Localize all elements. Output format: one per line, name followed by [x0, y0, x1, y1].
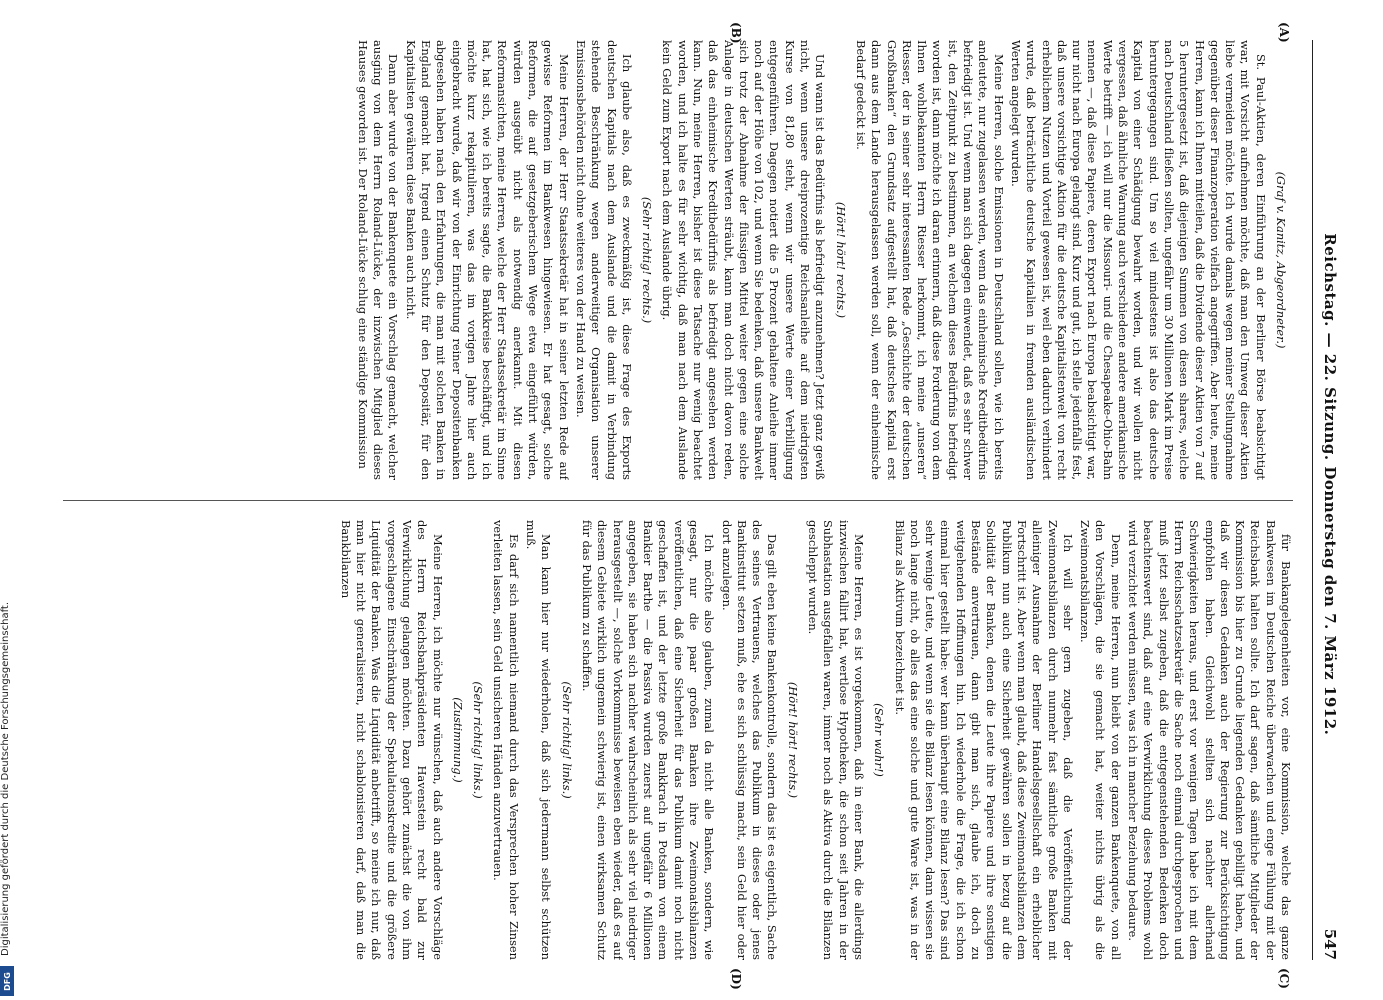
- paragraph: Es darf sich namentlich niemand durch das Versprechen hoher Zinsen verleiten lassen, sein Geld unsicheren Händen anzuvertrauen.: [491, 520, 521, 960]
- paragraph: Ich möchte also glauben, zumal da nicht alle Banken, sondern, wie gesagt, nur die paar großen Banken ihre Zweimonatsbilanzen veröffentlichen, daß eine Sicherheit für das Publikum damit noch nicht geschaffen ist, und der letzte große Bankkrach in Potsdam von einem Bankier Barthe — die Passiva wurden zuerst auf ungefähr 6 Millionen angegeben, sie haben sich nachher wahrscheinlich als sehr viel niedriger herausgestellt —, solche Vorkommnisse beweisen eben wieder, daß es auf diesem Gebiete wirklich ungemein schwierig ist, einen wirksamen Schutz für das Publikum zu schaffen.: [579, 520, 717, 960]
- paragraph: Das gilt eben keine Bankenkontrolle, sondern das ist es eigentlich, Sache des seines Vertrauens, welches das Publikum in dieses oder jenes Bankinstitut setzen muß, ehe es sich schlüssig macht, sein Geld hier oder dort anzulegen.: [719, 520, 780, 960]
- paragraph: Meine Herren, es ist vorgekommen, daß in einer Bank, die allerdings inzwischen fallirt hat, wertlose Hypotheken, die schon seit Jahren in der Subhastation ausgefallen waren, immer noch als Aktiva durch die Bilanzen geschleppt wurden.: [806, 520, 866, 960]
- paragraph: Ich glaube also, daß es zweckmäßig ist, diese Frage des Exports deutschen Kapitals nach dem Auslande und die damit in Verbindung stehende Beschränkung wegen anderweitiger Organisation unserer Emissionsbehörden nicht ohne weiteres von der Hand zu weisen.: [573, 40, 634, 480]
- paragraph: Meine Herren, der Herr Staatssekretär hat in seiner letzten Rede auf gewisse Reformen im Bankwesen hingewiesen. Er hat gesagt, solche Reformen, die auf gesetzgeberischem Wege etwa eingeführt würden, würden ausgeübt nicht als notwendig anerkannt. Mit diesen Reformansichten, meine Herren, welche der Herr Staatssekretär im Sinne hat, hat sich, wie ich bereits sagte, die Bankkreise beschäftigt, und ich möchte kurz rekapitulieren, was das im vorigen Jahre hier auch eingebracht wurde, daß wir von der Einrichtung reiner Depositenbanken abgesehen haben nach den Erfahrungen, die man mit solchen Banken in England gemacht hat. Irgend einen Schutz für den Depositär, für den Kapitalisten gewähren diese Banken auch nicht.: [403, 40, 571, 480]
- paragraph: Und wann ist das Bedürfnis als befriedigt anzunehmen? Jetzt ganz gewiß nicht, wenn unsere dreiprozentige Reichsanleihe auf dem niedrigsten Kurse von 81,80 steht, wenn wir unsere Werte einer Verbilligung entgegenführen. Dagegen notiert die 5 Prozent gehaltene Anleihe immer noch auf der Höhe von 102, und wenn Sie bedenken, daß unsere Bankwelt sich trotz der Abnahme der flüssigen Mittel weiter gegen eine solche Anlage in deutschen Werten sträubt, kann man doch nicht davon reden, daß das einheimische Kreditbedürfnis als befriedigt angesehen werden kann. Nun, meine Herren, bisher ist diese Tatsache nur wenig beachtet worden, und ich halte es für sehr wichtig, daß man nach dem Auslande kein Geld zum Export nach dem Auslande übrig.: [660, 40, 828, 480]
- page-number: 547: [1321, 928, 1339, 960]
- interjection: (Sehr richtig! links.): [471, 681, 486, 799]
- interjection: (Sehr richtig! links.): [559, 681, 574, 799]
- paragraph: Ich will sehr gern zugeben, daß die Veröffentlichung der Zweimonatsbilanzen durch nunmehr fast sämtliche große Banken mit alleiniger Ausnahme der Berliner Handelsgesellschaft ein erheblicher Fortschritt ist. Aber wenn man glaubt, daß diese Zweimonatsbilanzen dem Publikum nun auch eine Sicherheit gewähren sollen in bezug auf die Solidität der Banken, denen die Leute ihre Papiere und ihre sonstigen Bestände anvertrauen, dann gibt man sich, glaube ich, doch zu weitgehenden Hoffnungen hin. Ich wiederhole die Frage, die ich schon einmal hier gestellt habe: wer kann überhaupt eine Bilanz lesen? Das sind sehr wenige Leute, und wenn sie die Bilanz lesen können, dann wissen sie noch lange nicht, ob alles das eine solche und gute Ware ist, was in der Bilanz als Aktivum bezeichnet ist.: [892, 520, 1075, 960]
- interjection: (Hört! hört! rechts.): [833, 201, 848, 319]
- page-header: [1312, 40, 1343, 960]
- paragraph: Meine Herren, solche Emissionen in Deutschland sollen, wie ich bereits andeutete, nur zugelassen werden, wenn das einheimische Kreditbedürfnis befriedigt ist. Und wenn man sich dagegen einwendet, daß es sehr schwer ist, den Zeitpunkt zu bestimmen, an welchem dieses Bedürfnis befriedigt worden ist, dann möchte ich daran erinnern, daß diese Forderung von dem Ihnen wohlbekannten Herrn Riesser herkommt, ich meine „unseren“ Riesser, der in seiner sehr interessanten Rede „Geschichte der deutschen Großbanken“ den Grundsatz aufgestellt hat, daß deutsches Kapital erst dann aus dem Lande herausgelassen werden soll, wenn der einheimische Bedarf gedeckt ist.: [853, 40, 1006, 480]
- paragraph: Meine Herren, ich möchte nur wünschen, daß auch andere Vorschläge des Herrn Reichsbankpräsidenten Havenstein recht bald zur Verwirklichung gelangen möchten. Dazu gehört zunächst die von ihm vorgeschlagene Einschränkung der Spekulationskredite und die größere Liquidität der Banken. Was die Liquidität anbetrifft, so meine ich nur, daß man hier nicht generalisieren, nicht schablonisieren darf, daß man die Bankbilanzen: [338, 520, 445, 960]
- paragraph: St. Paul-Aktien, deren Einführung an der Berliner Börse beabsichtigt war, mit Vorsicht aufnehmen möchte, daß man den Umweg dieser Aktien liebe vermeiden möchte. Ich wurde damals wegen meiner Stellungnahme gegenüber dieser Finanzoperation vielfach angegriffen. Aber heute, meine Herren, kann ich Ihnen mitteilen, daß die Dividende dieser Aktien von 7 auf 5 heruntergesetzt ist, daß diejenigen Summen von diesen shares, welche nach Deutschland fließen sollten, ungefähr um 30 Millionen Mark im Preise heruntergegangen sind. Um so viel mindestens ist also das deutsche Kapital von einer Schädigung bewahrt worden, und wir wollen nicht vergessen, daß ähnliche Warnung auch verschiedene andere amerikanische Werte betrifft — ich will nur die Missouri- und die Chesapeake-Ohio-Bahn nennen —, daß diese Papiere, deren Export nach Europa beabsichtigt war, nur nicht nach Europa gelangt sind. Kurz und gut, ich stelle jedenfalls fest, daß unsere vorsichtige Aktion für die deutsche Kapitalistenwelt von recht erheblichem Nutzen und Vorteil gewesen ist, weil eben dadurch verhindert wurde, daß beträchtliche deutsche Kapitalien in fremden ausländischen Werten angelegt wurden.: [1008, 40, 1268, 480]
- margin-marker-c: (C): [1277, 968, 1291, 989]
- interjection: (Hört! hört! rechts.): [785, 681, 800, 799]
- margin-marker-a: (A): [1277, 22, 1291, 43]
- column-divider: [63, 500, 1293, 501]
- margin-marker-d: (D): [729, 968, 743, 990]
- right-column: [63, 520, 1293, 960]
- funding-credit-text: Digitalisierung gefördert durch die Deutsche Forschungsgemeinschaft.: [0, 601, 11, 956]
- interjection: (Sehr wahr!): [872, 703, 887, 777]
- session-title: Reichstag. — 22. Sitzung. Donnerstag den 7. März 1912.: [1321, 233, 1339, 736]
- funding-credit-strip: [0, 0, 14, 1000]
- interjection: (Zustimmung.): [450, 697, 465, 783]
- speaker-label: (Graf v. Kanitz, Abgeordneter.): [1274, 171, 1288, 349]
- paragraph: für Bankangelegenheiten vor, eine Kommission, welche das ganze Bankwesen im Deutschen Reiche überwachen und enge Fühlung mit der Reichsbank halten sollte. Ich darf sagen, daß sämtliche Mitglieder der Kommission bis hier zu Grunde liegenden Gedanken gebilligt haben, und daß wir diesen Gedanken auch der Regierung zur Berücksichtigung empfohlen haben. Gleichwohl stellten sich nachher allerhand Schwierigkeiten heraus, und erst vor wenigen Tagen habe ich mit dem Herrn Reichsschatzsekretär die Sache noch einmal durchgesprochen und muß jetzt selbst zugeben, daß die entgegenstehenden Bedenken doch beachtenswert sind, daß auf eine Verwirklichung dieses Problems wohl wird verzichtet werden müssen, was ich in mancher Beziehung bedaure.: [1126, 520, 1293, 960]
- interjection: (Sehr richtig! rechts.): [640, 196, 655, 324]
- dfg-logo-text: DFG: [2, 971, 12, 991]
- paragraph: Denn, meine Herren, nun bleibt von der ganzen Bankenquete, von all den Vorschlägen, die sie gemacht hat, weiter nichts übrig als die Zweimonatsbilanzen.: [1078, 520, 1123, 960]
- left-column: [63, 40, 1293, 480]
- dfg-logo: [0, 966, 14, 996]
- paragraph: Dann aber wurde von der Bankenquete ein Vorschlag gemacht, welcher ausging von dem Herrn Roland-Lücke, der inzwischen Mitglied dieses Hauses geworden ist. Der Roland-Lücke schlug eine ständige Kommission: [355, 40, 401, 480]
- margin-marker-b: (B): [729, 22, 743, 44]
- paragraph: Man kann hier nur wiederholen, daß sich jedermann selbst schützen muß.: [524, 520, 554, 960]
